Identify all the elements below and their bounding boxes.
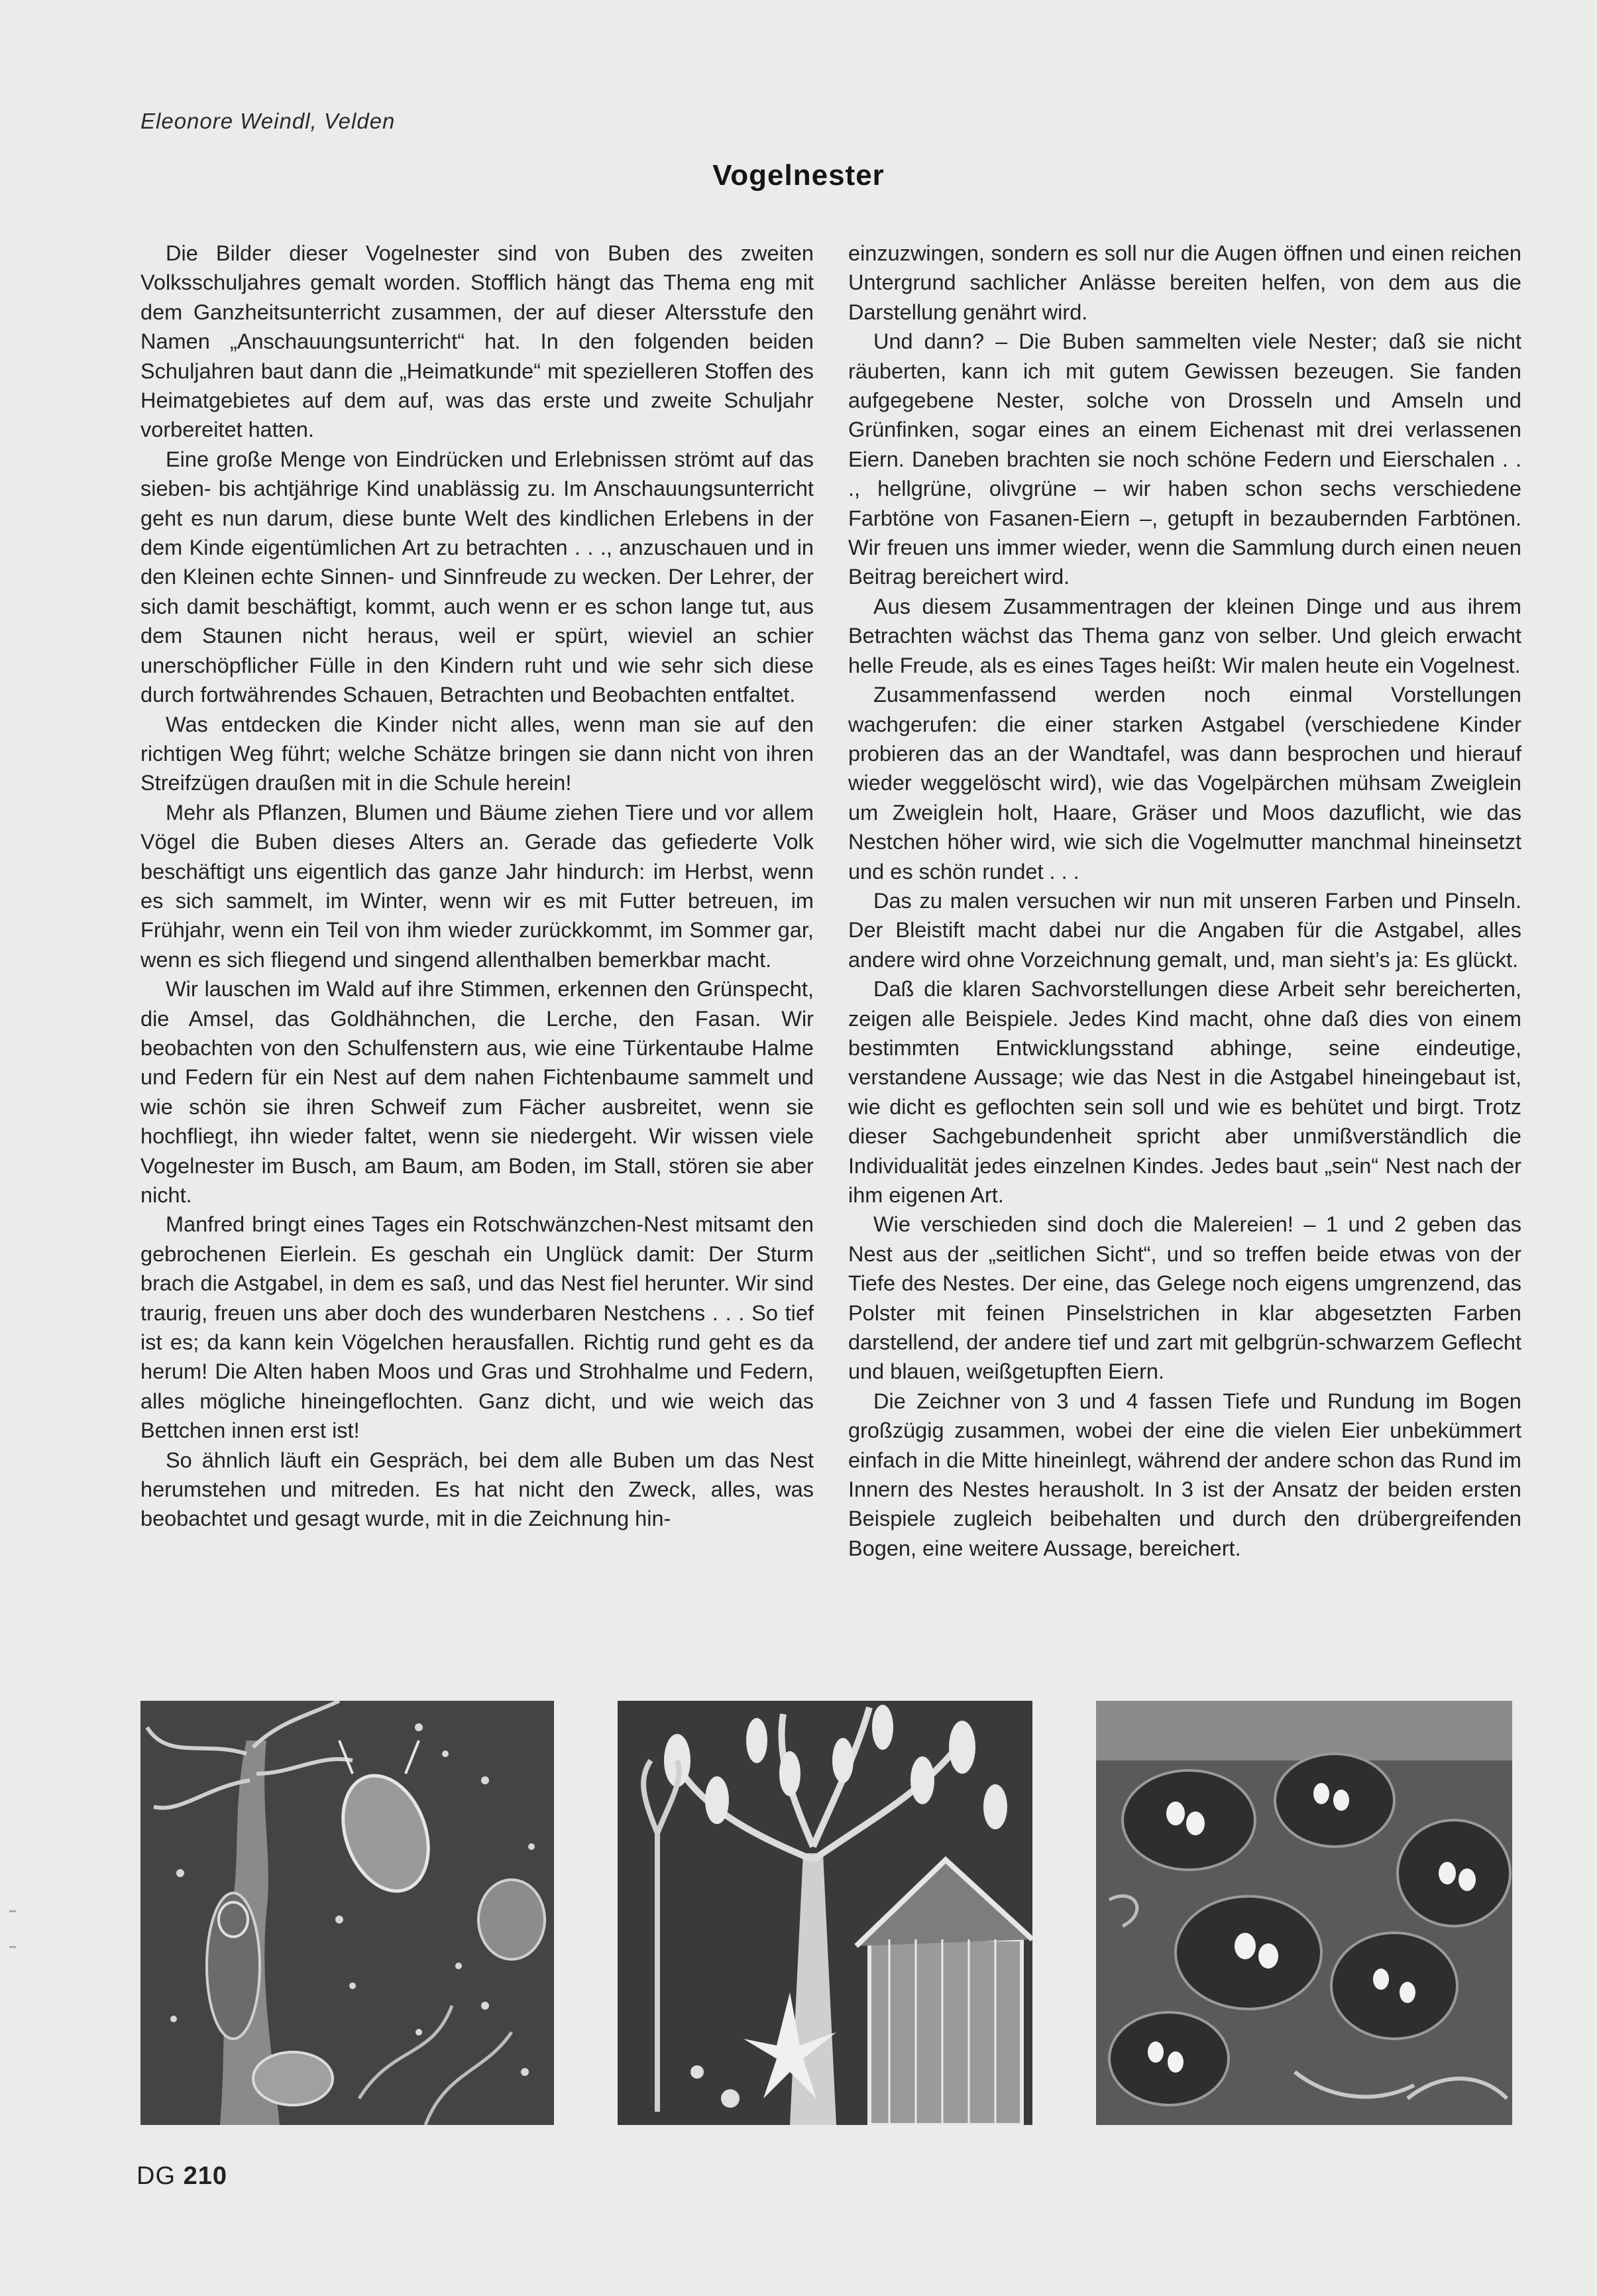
paragraph: Wir lauschen im Wald auf ihre Stimmen, erkennen den Grünspecht, die Amsel, das Goldhähnchen, die Lerche, den Fasan. Wir beobachten von den Schulfenstern aus, wie eine Türkentaube Halme und Federn für ein Nest auf dem nahen Fichtenbaume sammelt und wie schön sie ihren Schweif zum Fächer ausbreitet, wenn sie hochfliegt, ihn wieder faltet, wenn sie niedergeht. Wir wissen viele Vogelnester im Busch, am Baum, am Boden, im Stall, stören sie aber nicht. [140,977,814,1207]
paragraph: Mehr als Pflanzen, Blumen und Bäume ziehen Tiere und vor allem Vögel die Buben dieses Alters an. Gerade das gefiederte Volk beschäftigt uns eigentlich das ganze Jahr hindurch: im Herbst, wenn es sich sammelt, im Winter, wenn wir es mit Futter betreuen, im Frühjahr, wenn ein Teil von ihm wieder zurückkommt, im Sommer gar, wenn es sich fliegend und singend allenthalben bemerkbar macht. [140,800,814,972]
edge-mark [9,1910,16,1912]
page-number [137,2162,227,2191]
paragraph: Das zu malen versuchen wir nun mit unseren Farben und Pinseln. Der Bleistift macht dabei nur die Angaben für die Astgabel, alles andere wird ohne Vorzeichnung gemalt, und, man sieht’s ja: Es glückt. [848,888,1521,972]
article-title: Vogelnester [712,159,885,192]
edge-mark [9,1946,16,1948]
paragraph: So ähnlich läuft ein Gespräch, bei dem alle Buben um das Nest herumstehen und mitreden. Es hat nicht den Zweck, alles, was beobachtet und gesagt wurde, mit in die Zeichnung hin- [140,1448,814,1531]
author-line: Eleonore Weindl, Velden [140,109,396,133]
photo-collected-nests [1096,1701,1512,2125]
paragraph: Aus diesem Zusammentragen der kleinen Dinge und aus ihrem Betrachten wächst das Thema ganz von selber. Und gleich erwacht helle Freude, als es eines Tages heißt: Wir malen heute ein Vogelnest. [848,594,1521,677]
photo-painting-tree-bird [140,1701,554,2125]
journal-abbreviation: DG [137,2162,176,2190]
photo-painting-tree-house [618,1701,1032,2125]
paragraph: Was entdecken die Kinder nicht alles, wenn man sie auf den richtigen Weg führt; welche Schätze bringen sie dann nicht von ihren Streifzügen draußen mit in die Schule herein! [140,712,814,795]
paragraph: Daß die klaren Sachvorstellungen diese Arbeit sehr bereicherten, zeigen alle Beispiele. Jedes Kind macht, ohne daß dies von einem bestimmten Entwicklungsstand abhinge, seine eindeutige, verstandene Aussage; wie das Nest in die Astgabel hineingebaut ist, wie dicht es geflochten sein soll und wie es behütet und birgt. Trotz dieser Sachgebundenheit spricht aber unmißverständlich die Individualität jedes einzelnen Kindes. Jedes baut „sein“ Nest nach der ihm eigenen Art. [848,977,1521,1207]
paragraph: Und dann? – Die Buben sammelten viele Nester; daß sie nicht räuberten, kann ich mit gutem Gewissen bezeugen. Sie fanden aufgegebene Nester, solche von Drosseln und Amseln und Grünfinken, sogar eines an einem Eichenast mit drei verlassenen Eiern. Daneben brachten sie noch schöne Federn und Eierschalen . . ., hellgrüne, olivgrüne – wir haben schon sechs verschiedene Farbtöne von Fasanen-Eiern –, getupft in bezaubernden Farbtönen. Wir freuen uns immer wieder, wenn die Sammlung durch einen neuen Beitrag bereichert wird. [848,329,1521,589]
right-column [848,239,1521,1563]
paragraph: Die Zeichner von 3 und 4 fassen Tiefe und Rundung im Bogen großzügig zusammen, wobei der eine die vielen Eier unbekümmert einfach in die Mitte hineinlegt, während der andere schon das Rund im Innern des Nestes herausholt. In 3 ist der Ansatz der beiden ersten Beispiele zugleich beibehalten und durch den drübergreifenden Bogen, eine weitere Aussage, bereichert. [848,1389,1521,1560]
paragraph: Eine große Menge von Eindrücken und Erlebnissen strömt auf das sieben- bis achtjährige Kind unablässig zu. Im Anschauungsunterricht geht es nun darum, diese bunte Welt des kindlichen Erlebens in der dem Kinde eigentümlichen Art zu betrachten . . ., anzuschauen und in den Kleinen echte Sinnen- und Sinnfreude zu wecken. Der Lehrer, der sich damit beschäftigt, kommt, auch wenn er es schon lange tut, aus dem Staunen nicht heraus, weil er spürt, wieviel an schier unerschöpflicher Fülle in den Kindern ruht und wie sehr sich diese durch fortwährendes Schauen, Betrachten und Beobachten entfaltet. [140,447,814,707]
paragraph: Wie verschieden sind doch die Malereien! – 1 und 2 geben das Nest aus der „seitlichen Sicht“, und so treffen beide etwas von der Tiefe des Nestes. Der eine, das Gelege noch eigens umgrenzend, das Polster mit feinen Pinselstrichen in klar abgesetzten Farben darstellend, der andere tief und zart mit gelbgrün-schwarzem Geflecht und blauen, weißgetupften Eiern. [848,1212,1521,1384]
page-number-value: 210 [183,2162,227,2190]
paragraph: Manfred bringt eines Tages ein Rotschwänzchen-Nest mitsamt den gebrochenen Eierlein. Es geschah ein Unglück damit: Der Sturm brach die Astgabel, in dem es saß, und das Nest fiel herunter. Wir sind traurig, freuen uns aber doch des wunderbaren Nestchens . . . So tief ist es; da kann kein Vögelchen herausfallen. Richtig rund geht es da herum! Die Alten haben Moos und Gras und Strohhalme und Federn, alles mögliche hineingeflochten. Ganz dicht, und wie weich das Bettchen innen erst ist! [140,1212,814,1443]
paragraph: einzuzwingen, sondern es soll nur die Augen öffnen und einen reichen Untergrund sachlicher Anlässe bereiten helfen, von dem aus die Darstellung genährt wird. [848,241,1521,324]
paragraph: Zusammenfassend werden noch einmal Vorstellungen wachgerufen: die einer starken Astgabel (verschiedene Kinder probieren das an der Wandtafel, was dann besprochen und hierauf wieder weggelöscht wird), wie das Vogelpärchen mühsam Zweiglein um Zweiglein holt, Haare, Gräser und Moos dazuflicht, wie das Nestchen höher wird, wie sich die Vogelmutter manchmal hineinsetzt und es schön rundet . . . [848,683,1521,884]
paragraph: Die Bilder dieser Vogelnester sind von Buben des zweiten Volksschuljahres gemalt worden. Stofflich hängt das Thema eng mit dem Ganzheitsunterricht zusammen, der auf dieser Altersstufe den Namen „Anschauungsunterricht“ hat. In den folgenden beiden Schuljahren baut dann die „Heimatkunde“ mit spezielleren Stoffen des Heimatgebietes auf dem auf, was das erste und zweite Schuljahr vorbereitet hatten. [140,241,814,442]
left-column [140,239,814,1534]
